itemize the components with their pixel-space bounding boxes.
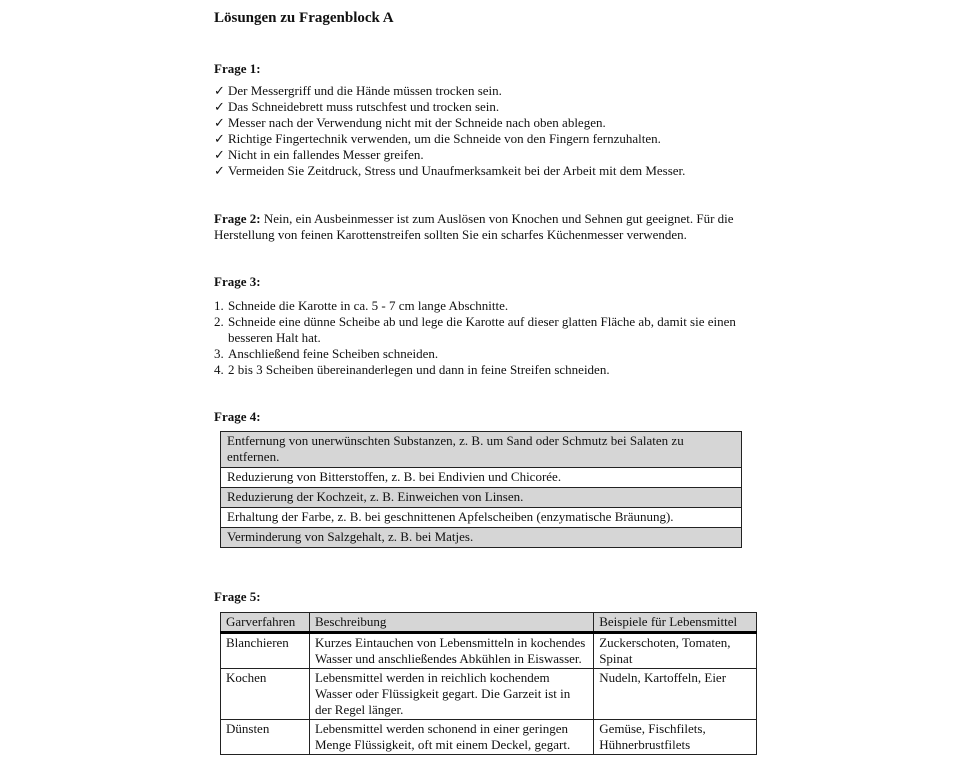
table-cell: Entfernung von unerwünschten Substanzen, z. B. um Sand oder Schmutz bei Salaten zu entfernen. <box>221 432 742 468</box>
table-cell: Reduzierung von Bitterstoffen, z. B. bei Endivien und Chicorée. <box>221 468 742 488</box>
question-4-heading: Frage 4: <box>214 409 261 424</box>
table-cell: Zuckerschoten, Tomaten, Spinat <box>594 633 757 669</box>
checkmark-icon: ✓ <box>214 99 225 114</box>
step-text: Schneide eine dünne Scheibe ab und lege die Karotte auf dieser glatten Fläche ab, damit sie einen besseren Halt hat. <box>228 314 736 345</box>
question-3-heading: Frage 3: <box>214 274 261 289</box>
table-row <box>221 432 742 468</box>
checkmark-icon: ✓ <box>214 147 225 162</box>
checkmark-icon: ✓ <box>214 163 225 178</box>
column-header: Beschreibung <box>309 613 593 633</box>
table-cell: Erhaltung der Farbe, z. B. bei geschnittenen Apfelscheiben (enzymatische Bräunung). <box>221 508 742 528</box>
table-cell: Gemüse, Fischfilets, Hühnerbrustfilets <box>594 720 757 755</box>
checklist-item-text: Der Messergriff und die Hände müssen trocken sein. <box>228 83 502 98</box>
table-cell: Blanchieren <box>221 633 310 669</box>
checkmark-icon: ✓ <box>214 83 225 98</box>
step-item <box>214 298 754 314</box>
question-3-steps <box>214 298 754 378</box>
step-number: 4. <box>214 362 224 377</box>
checklist-item-text: Messer nach der Verwendung nicht mit der Schneide nach oben ablegen. <box>228 115 606 130</box>
table-row <box>221 669 757 720</box>
table-row <box>221 488 742 508</box>
table-cell: Reduzierung der Kochzeit, z. B. Einweichen von Linsen. <box>221 488 742 508</box>
checklist-item <box>214 163 685 179</box>
table-cell: Dünsten <box>221 720 310 755</box>
step-item <box>214 314 754 346</box>
table-header-row <box>221 613 757 633</box>
checklist-item-text: Richtige Fingertechnik verwenden, um die Schneide von den Fingern fernzuhalten. <box>228 131 661 146</box>
column-header: Beispiele für Lebensmittel <box>594 613 757 633</box>
table-cell: Lebensmittel werden schonend in einer geringen Menge Flüssigkeit, oft mit einem Deckel, gegart. <box>309 720 593 755</box>
checklist-item <box>214 147 685 163</box>
question-2-text: Nein, ein Ausbeinmesser ist zum Auslösen von Knochen und Sehnen gut geeignet. Für die Herstellung von feinen Karottenstreifen sollten Sie ein scharfes Küchenmesser verwenden. <box>214 211 734 242</box>
checklist-item <box>214 83 685 99</box>
question-5-heading: Frage 5: <box>214 589 261 604</box>
checkmark-icon: ✓ <box>214 115 225 130</box>
question-4-table <box>220 431 742 548</box>
question-2-answer <box>214 211 754 243</box>
table-row <box>221 720 757 755</box>
checklist-item-text: Das Schneidebrett muss rutschfest und trocken sein. <box>228 99 500 114</box>
table-row <box>221 633 757 669</box>
question-1-heading: Frage 1: <box>214 61 261 76</box>
step-text: Schneide die Karotte in ca. 5 - 7 cm lange Abschnitte. <box>228 298 509 313</box>
checklist-item-text: Nicht in ein fallendes Messer greifen. <box>228 147 424 162</box>
table-row <box>221 468 742 488</box>
table-cell: Verminderung von Salzgehalt, z. B. bei Matjes. <box>221 528 742 548</box>
document-title: Lösungen zu Fragenblock A <box>214 10 394 26</box>
checklist-item-text: Vermeiden Sie Zeitdruck, Stress und Unaufmerksamkeit bei der Arbeit mit dem Messer. <box>228 163 686 178</box>
table-cell: Nudeln, Kartoffeln, Eier <box>594 669 757 720</box>
step-text: Anschließend feine Scheiben schneiden. <box>228 346 439 361</box>
step-item <box>214 362 754 378</box>
step-text: 2 bis 3 Scheiben übereinanderlegen und dann in feine Streifen schneiden. <box>228 362 610 377</box>
step-number: 1. <box>214 298 224 313</box>
table-row <box>221 508 742 528</box>
table-cell: Kochen <box>221 669 310 720</box>
column-header: Garverfahren <box>221 613 310 633</box>
checklist-item <box>214 131 685 147</box>
question-2-heading: Frage 2: <box>214 211 261 226</box>
table-cell: Kurzes Eintauchen von Lebensmitteln in kochendes Wasser und anschließendes Abkühlen in Eiswasser. <box>309 633 593 669</box>
checkmark-icon: ✓ <box>214 131 225 146</box>
checklist-item <box>214 99 685 115</box>
step-number: 2. <box>214 314 224 329</box>
step-item <box>214 346 754 362</box>
checklist-item <box>214 115 685 131</box>
table-cell: Lebensmittel werden in reichlich kochendem Wasser oder Flüssigkeit gegart. Die Garzeit ist in der Regel länger. <box>309 669 593 720</box>
question-1-checklist <box>214 83 685 179</box>
table-row <box>221 528 742 548</box>
question-5-table <box>220 612 757 755</box>
step-number: 3. <box>214 346 224 361</box>
